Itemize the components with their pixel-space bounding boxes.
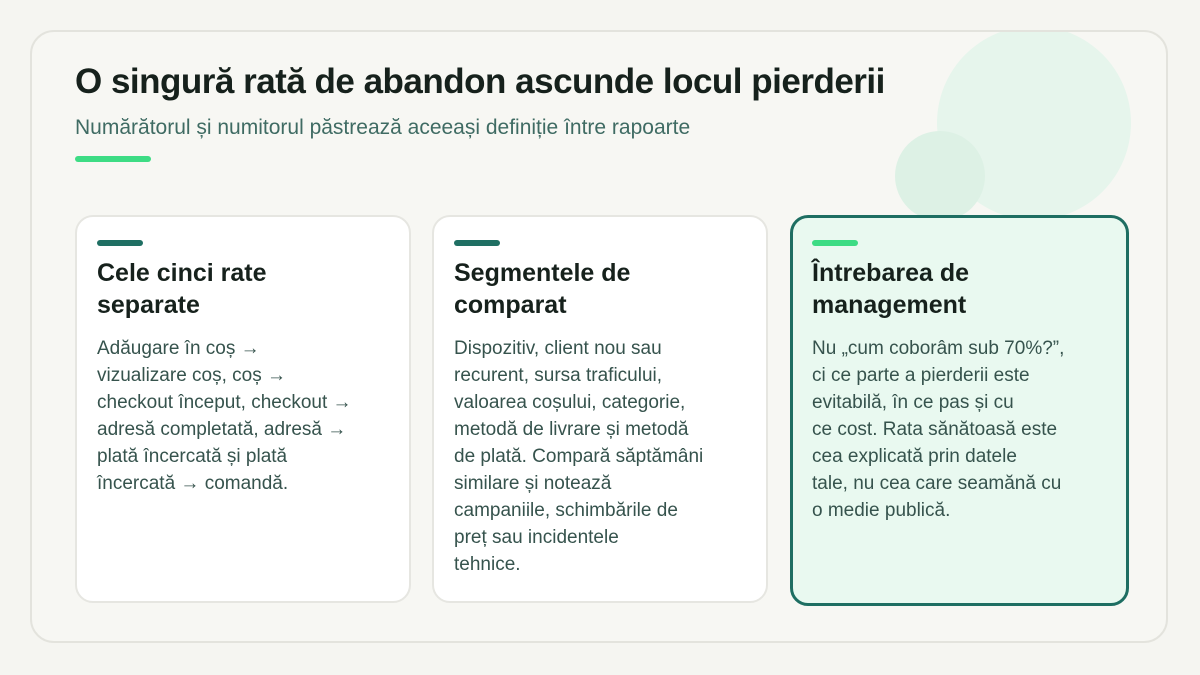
page-subtitle: Numărătorul și numitorul păstrează aceeași definiție între rapoarte xyxy=(75,116,691,139)
card-body-line: plată încercată și plată xyxy=(97,446,288,467)
card-title xyxy=(97,257,387,321)
card-five-rates xyxy=(75,215,411,603)
card-title xyxy=(812,257,1102,321)
decorative-circle-small xyxy=(895,131,985,221)
card-body-line: tale, nu cea care seamănă cu xyxy=(812,473,1062,494)
card-body-line: preț sau incidentele xyxy=(454,527,619,548)
card-body-line: metodă de livrare și metodă xyxy=(454,419,689,440)
card-accent-bar xyxy=(454,240,500,246)
card-title-line: Întrebarea de xyxy=(812,259,970,287)
card-title-line: Segmentele de xyxy=(454,259,631,287)
card-title-line: comparat xyxy=(454,291,567,319)
title-accent-bar xyxy=(75,156,151,162)
card-accent-bar xyxy=(812,240,858,246)
card-body-line: Adăugare în coș → xyxy=(97,338,260,359)
card-body-line: Nu „cum coborâm sub 70%?”, xyxy=(812,338,1065,359)
card-body-line: adresă completată, adresă → xyxy=(97,419,347,440)
card-body-line: similare și notează xyxy=(454,473,612,494)
card-body-line: valoarea coșului, categorie, xyxy=(454,392,686,413)
card-body-line: checkout început, checkout → xyxy=(97,392,352,413)
card-body-line: o medie publică. xyxy=(812,500,951,521)
card-title xyxy=(454,257,744,321)
card-title-line: management xyxy=(812,291,967,319)
card-body xyxy=(454,335,754,578)
card-body-line: de plată. Compară săptămâni xyxy=(454,446,704,467)
card-management-question xyxy=(790,215,1129,606)
card-body-line: încercată → comandă. xyxy=(97,473,289,494)
card-body-line: recurent, sursa traficului, xyxy=(454,365,663,386)
card-body-line: campaniile, schimbările de xyxy=(454,500,678,521)
card-body-line: vizualizare coș, coș → xyxy=(97,365,287,386)
card-body-line: evitabilă, în ce pas și cu xyxy=(812,392,1014,413)
card-body-line: tehnice. xyxy=(454,554,521,575)
card-title-line: Cele cinci rate xyxy=(97,259,267,287)
card-body-line: cea explicată prin datele xyxy=(812,446,1017,467)
page-title: O singură rată de abandon ascunde locul pierderii xyxy=(75,62,885,101)
card-body-line: Dispozitiv, client nou sau xyxy=(454,338,662,359)
card-body xyxy=(97,335,397,497)
card-body xyxy=(812,335,1112,524)
card-title-line: separate xyxy=(97,291,200,319)
card-body-line: ci ce parte a pierderii este xyxy=(812,365,1030,386)
card-segments xyxy=(432,215,768,603)
slide xyxy=(30,30,1168,643)
card-body-line: ce cost. Rata sănătoasă este xyxy=(812,419,1058,440)
card-accent-bar xyxy=(97,240,143,246)
